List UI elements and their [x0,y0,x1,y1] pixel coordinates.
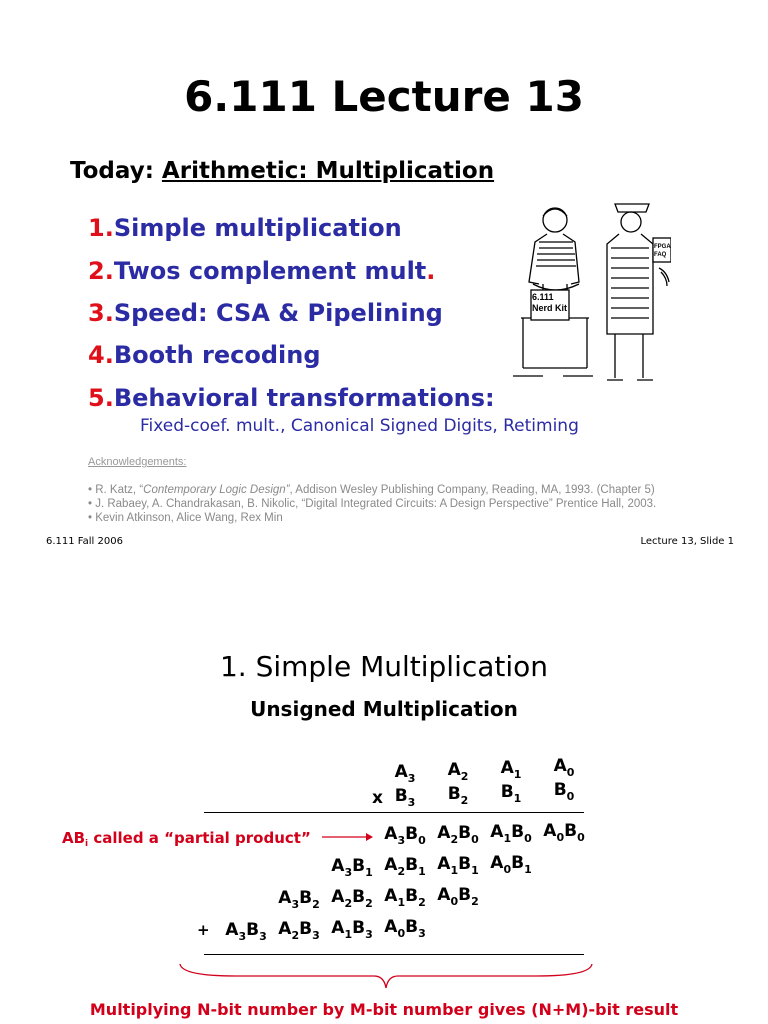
topic-number: 3 [88,299,105,327]
topic-item-1 [88,214,402,242]
operand-b-digit: $B_0$ [553,780,575,803]
ack-title: Contemporary Logic Design” [143,484,290,496]
brace-icon [176,962,596,992]
partial-product-term: $A_3B_3$ [225,920,267,943]
partial-product-term: $A_3B_1$ [331,856,373,879]
partial-product-term: $A_0B_1$ [490,853,532,876]
operand-a-digit: $A_2$ [447,760,469,783]
footer-course: 6.111 Fall 2006 [46,536,123,547]
operand-rule [204,812,584,813]
topic-label: Twos complement mult [113,257,427,285]
today-line [70,158,494,184]
topic-dot: . [426,257,436,285]
topic-item-5 [88,384,495,412]
annotation-ab: AB [62,829,86,847]
operand-a-digit: $A_1$ [500,758,522,781]
partial-product-term: $A_2B_3$ [278,919,320,942]
box-label-line1: 6.111 [532,292,554,302]
partial-product-term: $A_0B_2$ [437,885,479,908]
partial-product-term: $A_0B_0$ [543,821,585,844]
topic-item-2 [88,257,435,285]
operand-b-digit: $B_1$ [500,782,522,805]
annotation-sub: i [85,839,89,849]
ack-line-3: • Kevin Atkinson, Alice Wang, Rex Min [88,512,283,524]
partial-product-term: $A_2B_2$ [331,887,373,910]
topic-number: 4 [88,341,105,369]
topic-number: 2 [88,257,105,285]
arrow-icon [322,830,374,844]
topic-dot: . [104,257,114,285]
topic-subitem: Fixed-coef. mult., Canonical Signed Digits, Retiming [140,416,579,436]
topic-number: 1 [88,214,105,242]
operand-a-digit: $A_0$ [553,756,575,779]
multiply-sign: x [372,788,383,808]
topic-dot: . [104,341,114,369]
ack-line-1 [88,484,655,496]
operand-b-digit: $B_3$ [394,786,416,809]
topic-label: Behavioral transformations: [113,384,495,412]
partial-product-term: $A_2B_1$ [384,855,426,878]
partial-product-term: $A_2B_0$ [437,823,479,846]
box-label-line2: Nerd Kit [532,303,568,313]
acknowledgements-heading: Acknowledgements: [88,456,187,468]
topic-dot: . [104,384,114,412]
partial-product-term: $A_0B_3$ [384,917,426,940]
partial-product-annotation [62,829,311,847]
sum-rule [204,954,584,955]
partial-product-term: $A_1B_1$ [437,854,479,877]
partial-product-term: $A_1B_2$ [384,886,426,909]
annotation-text: called a “partial product” [88,829,311,847]
slide2-title: 1. Simple Multiplication [219,650,549,683]
result-statement: Multiplying N-bit number by M-bit number gives (N+M)-bit result [89,1000,679,1019]
topic-label: Speed: CSA & Pipelining [113,299,443,327]
ack-text: • R. Katz, “ [88,484,144,496]
book-label-line1: FPGA [654,244,671,250]
footer-slide-number: Lecture 13, Slide 1 [640,536,734,547]
partial-product-term: $A_1B_3$ [331,918,373,941]
topic-item-3 [88,299,443,327]
figure-illustration [503,198,671,388]
today-topic: Arithmetic: Multiplication [161,158,495,184]
topic-dot: . [104,299,114,327]
plus-sign: + [197,921,210,939]
topic-label: Booth recoding [113,341,321,369]
topic-number: 5 [88,384,105,412]
partial-product-term: $A_1B_0$ [490,822,532,845]
today-label: Today: [70,158,154,184]
operand-a-digit: $A_3$ [394,762,416,785]
partial-product-term: $A_3B_0$ [384,824,426,847]
operand-b-digit: $B_2$ [447,784,469,807]
slide2-subtitle: Unsigned Multiplication [250,697,518,721]
figures-drawing [503,198,671,388]
topic-dot: . [104,214,114,242]
book-label-line2: FAQ [654,252,667,258]
ack-line-2: • J. Rabaey, A. Chandrakasan, B. Nikolic, “Digital Integrated Circuits: A Design Perspective” Prentice Hall, 2003. [88,498,657,510]
topic-label: Simple multiplication [113,214,402,242]
partial-product-term: $A_3B_2$ [278,888,320,911]
topic-item-4 [88,341,321,369]
slide1-title: 6.111 Lecture 13 [184,72,584,121]
ack-text: , Addison Wesley Publishing Company, Reading, MA, 1993. (Chapter 5) [289,484,655,496]
